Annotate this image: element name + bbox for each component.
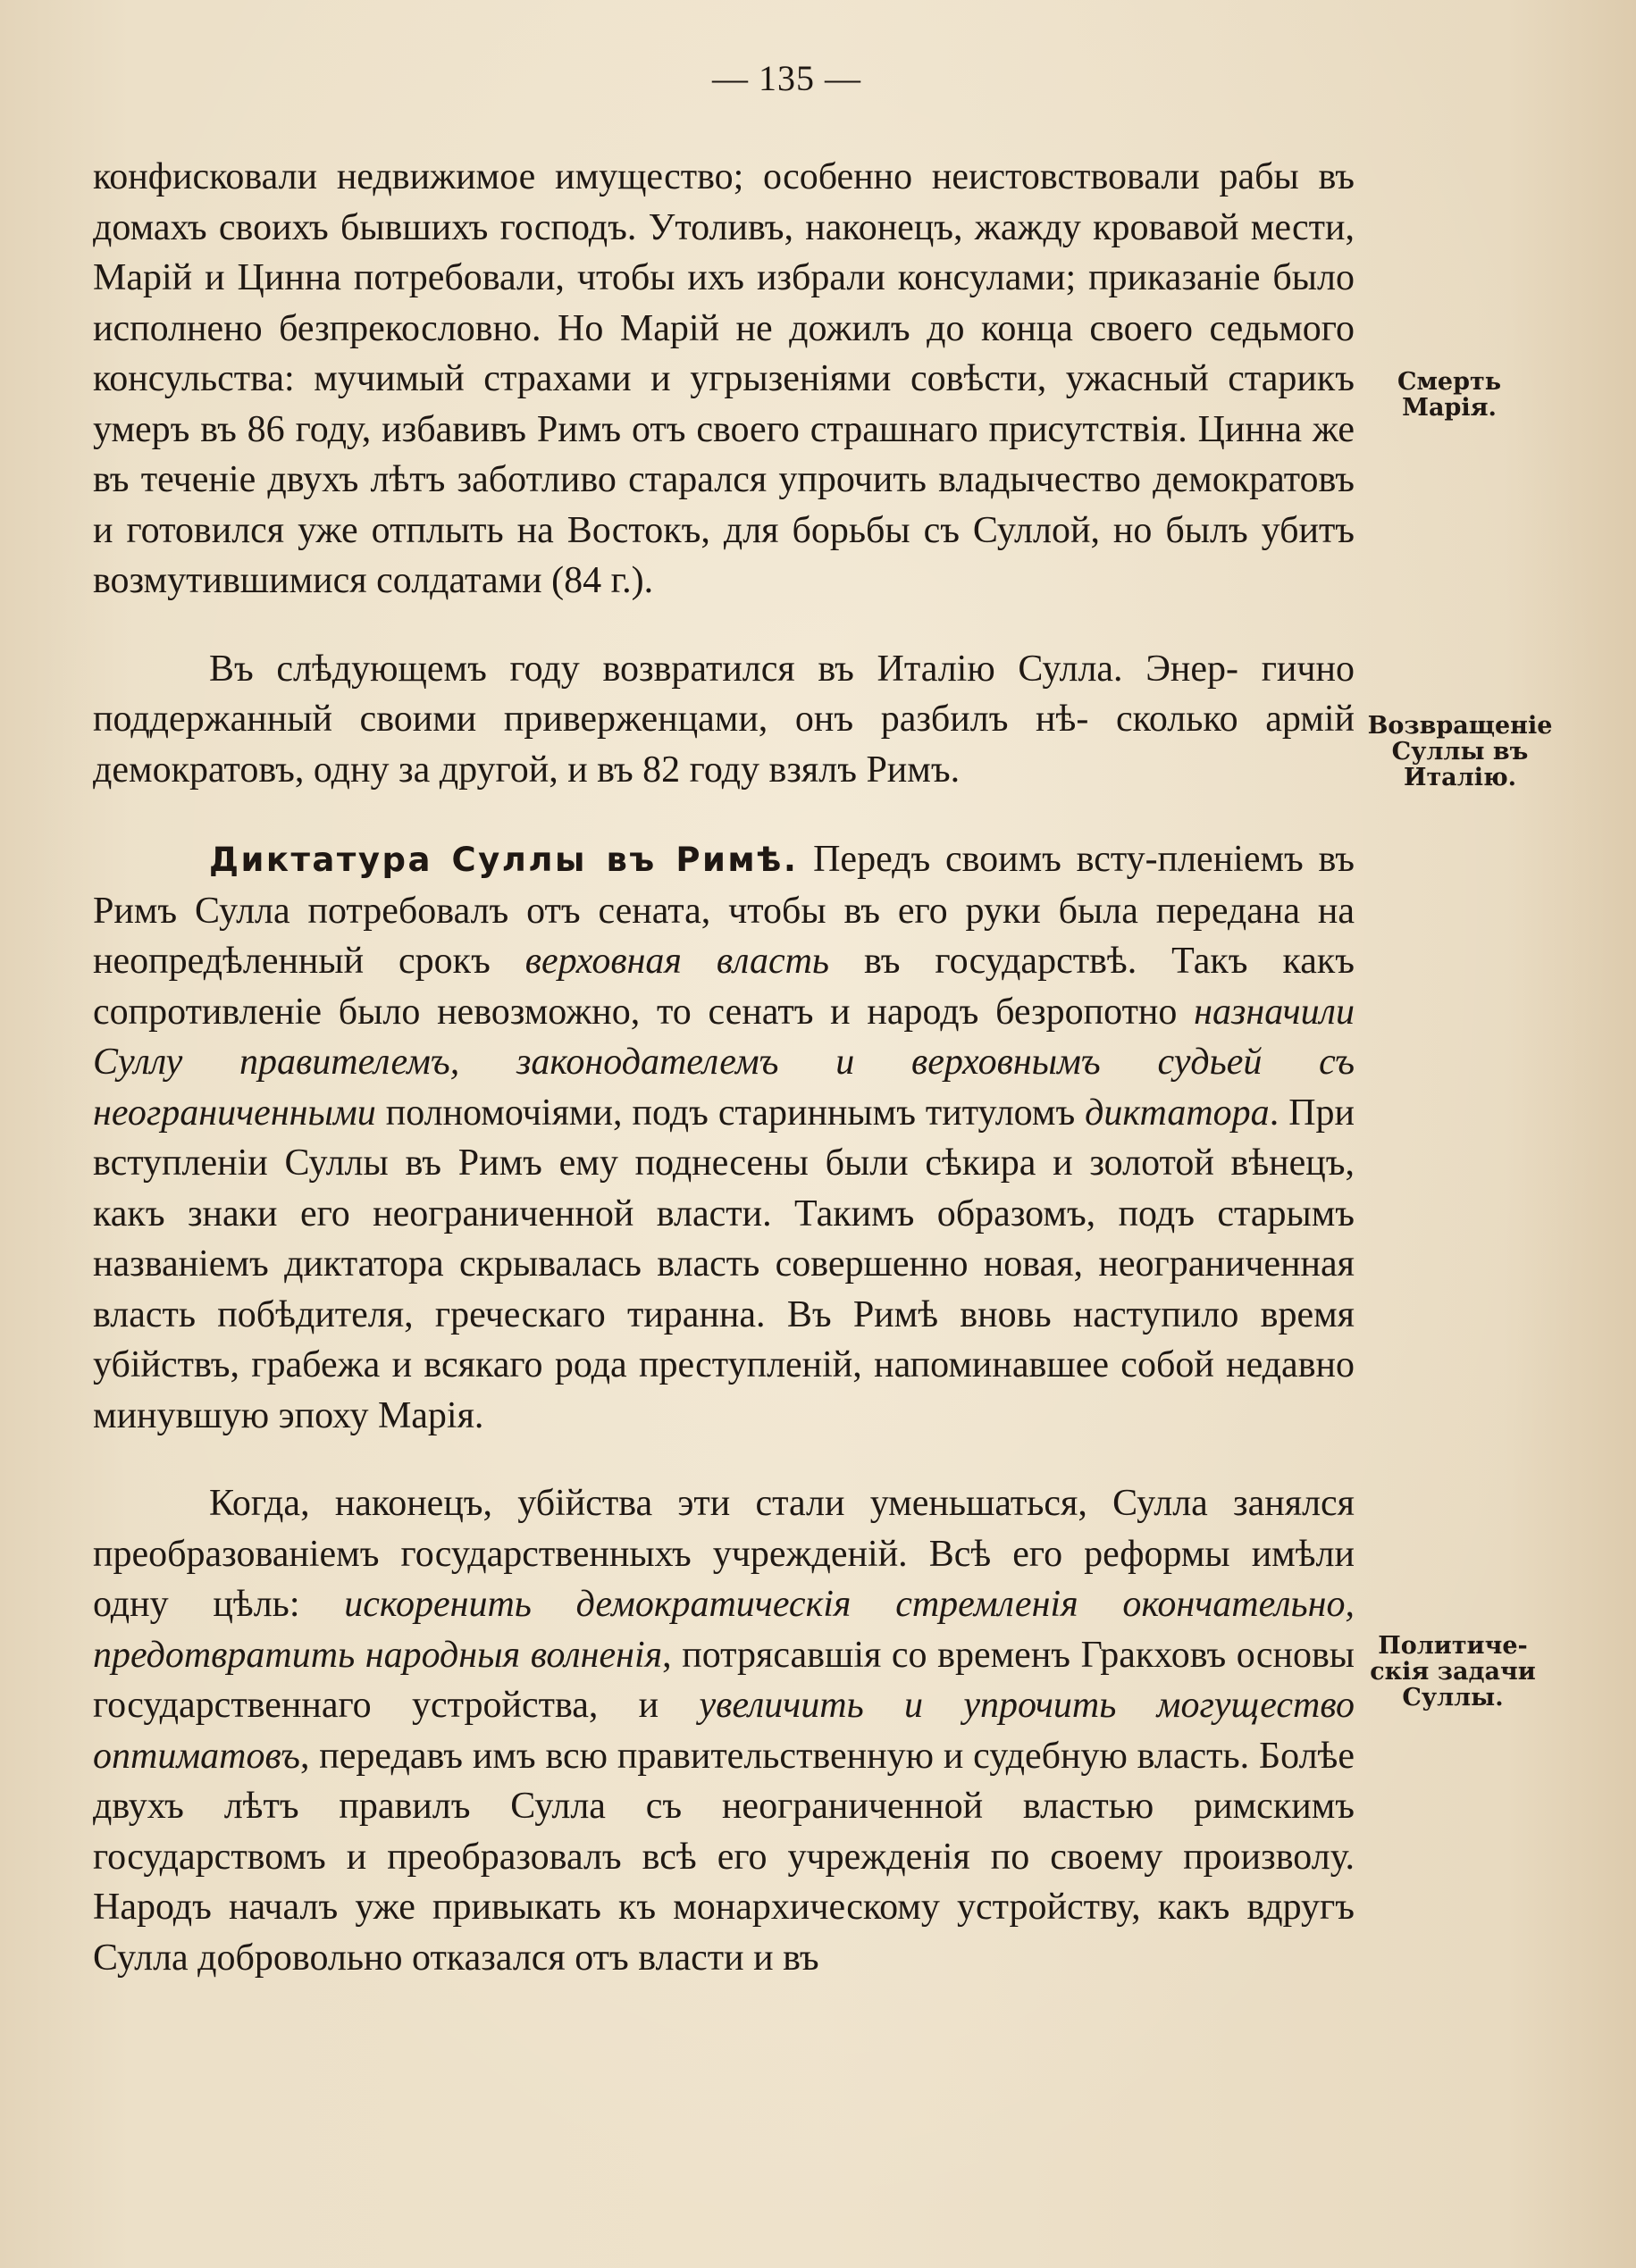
note-line: Суллы. <box>1402 1684 1504 1711</box>
text-line: страхами и угрызеніями совѣсти, ужасный старикъ умеръ въ 86 <box>93 358 1355 450</box>
text-run: Передъ своимъ всту-пленіемъ въ Римъ Сулла потребовалъ отъ сената, чтобы въ его руки была передана на неопредѣленный срокъ <box>93 839 1355 982</box>
text-line: Римъ. <box>866 749 961 791</box>
paragraph-4 <box>93 1478 1355 1983</box>
text-run: полномочіями, подъ стариннымъ титуломъ <box>375 1092 1086 1134</box>
note-line: Смерть <box>1397 368 1502 396</box>
text-line: году, избавивъ Римъ отъ своего страшнаго присутствія. Цинна же <box>295 408 1355 450</box>
text-line: Марій не дожилъ до конца своего седьмого консульства: мучимый <box>93 307 1355 399</box>
text-line: демократовъ и готовился уже отплыть на Востокъ, для борьбы <box>93 459 1355 551</box>
section-heading: Диктатура Суллы въ Римѣ. <box>209 841 799 879</box>
emphasis-text: диктатора <box>1085 1092 1270 1134</box>
text-line: конфисковали недвижимое имущество; особенно неистовствовали <box>93 156 1200 197</box>
emphasis-text: увеличить и упрочить могущество оптиматовъ <box>93 1685 1355 1777</box>
text-line: въ теченіе двухъ лѣтъ заботливо старался упрочить владычество <box>93 459 1141 500</box>
text-run: въ государствѣ. Такъ какъ сопротивленіе было невозможно, то сенатъ и народъ безропотно <box>93 941 1355 1033</box>
emphasis-text: верховная власть <box>524 941 830 982</box>
note-line: скія задачи <box>1370 1658 1536 1686</box>
text-run: . При вступленіи Суллы въ Римъ ему поднесены были сѣкира и золотой вѣнецъ, какъ знаки его неограниченной власти. Такимъ образомъ, подъ старымъ названіемъ диктатора скрывалась власть совершенно новая, неограниченная власть побѣдителя, греческаго тиранна. Въ Римѣ вновь наступило время убійствъ, грабежа и всякаго рода преступленій, напоминавшее собой недавно минувшую эпоху Марія. <box>93 1092 1355 1436</box>
text-line: рабы въ домахъ своихъ бывшихъ господъ. Утоливъ, наконецъ, <box>93 156 1355 248</box>
marginal-note-political-aims <box>1363 1633 1542 1711</box>
text-run: , потрясавшія со временъ Гракховъ основы государственнаго устройства, и <box>93 1634 1355 1726</box>
page-number: — 135 — <box>712 58 861 98</box>
emphasis-text: назначили Суллу правителемъ, законодателемъ и верховнымъ судьей съ неограниченными <box>93 991 1355 1134</box>
note-line: Италію. <box>1403 764 1517 791</box>
text-run: Когда, наконецъ, убійства эти стали уменьшаться, Сулла занялся преобразованіемъ государственныхъ учрежденій. Всѣ его реформы имѣли одну цѣль: <box>93 1483 1355 1625</box>
text-run: , передавъ имъ всю правительственную и судебную власть. Болѣе двухъ лѣтъ правилъ Сулла съ неограниченной властью римскимъ государствомъ и преобразовалъ всѣ его учрежденія по своему произволу. Народъ началъ уже привыкать къ монархическому устройству, какъ вдругъ Сулла добровольно отказался отъ власти и въ <box>93 1735 1355 1979</box>
note-line: Марія. <box>1402 394 1497 422</box>
text-line: Въ слѣдующемъ году возвратился въ Италію Сулла. Энер- <box>209 648 1239 690</box>
text-line: гично поддержанный своими приверженцами, онъ разбилъ нѣ- <box>93 648 1355 740</box>
main-text <box>93 152 1355 1983</box>
text-line: избрали консулами; приказаніе было исполнено безпрекословно. Но <box>93 257 1355 349</box>
text-line: жажду кровавой мести, Марій и Цинна потребовали, чтобы ихъ <box>93 206 1355 298</box>
emphasis-text: искоренить демократическія стремленія окончательно, предотвратить народныя волненія <box>93 1584 1355 1676</box>
text-line: съ Суллой, но былъ убитъ возмутившимися солдатами (84 г.). <box>93 509 1355 601</box>
note-line: Суллы въ <box>1391 738 1529 766</box>
marginal-note-death-of-marius <box>1369 369 1530 421</box>
text-line: сколько армій демократовъ, одну за другой, и въ 82 году взялъ <box>93 699 1355 791</box>
paragraph-3 <box>93 834 1355 1441</box>
note-line: Политиче- <box>1378 1632 1528 1660</box>
paragraph-1 <box>93 152 1355 607</box>
paragraph-2 <box>93 644 1355 796</box>
marginal-note-return-of-sulla <box>1355 713 1565 791</box>
note-line: Возвращеніе <box>1367 712 1553 740</box>
